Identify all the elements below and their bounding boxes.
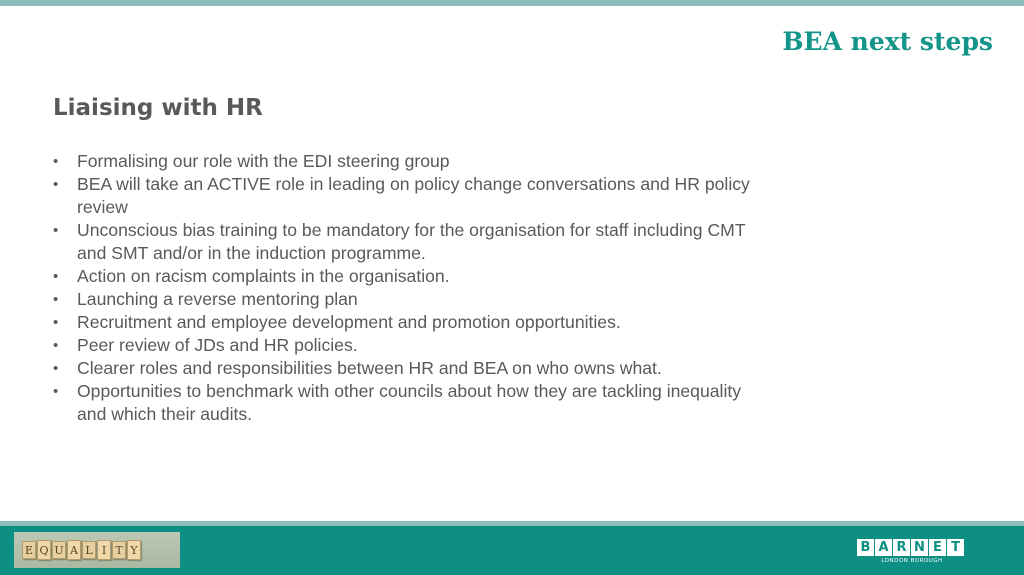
letter-tile: T: [112, 541, 126, 559]
bullet-dot-icon: •: [53, 176, 59, 193]
letter-tile: I: [97, 540, 111, 560]
bullet-dot-icon: •: [53, 291, 59, 308]
bullet-text: Peer review of JDs and HR policies.: [77, 335, 358, 355]
section-heading: Liaising with HR: [53, 95, 263, 121]
logo-letter: T: [947, 539, 964, 556]
logo-letter: B: [857, 539, 874, 556]
bullet-text: Unconscious bias training to be mandatory for the organisation for staff including CMT and SMT and/or in the induction programme.: [77, 220, 746, 263]
letter-tile: L: [82, 541, 96, 559]
letter-tile: Q: [37, 540, 51, 560]
bullet-list: [53, 150, 773, 426]
bullet-item: [53, 173, 773, 219]
bullet-text: Recruitment and employee development and promotion opportunities.: [77, 312, 621, 332]
bullet-dot-icon: •: [53, 337, 59, 354]
logo-letter: N: [911, 539, 928, 556]
bullet-dot-icon: •: [53, 383, 59, 400]
bullet-text: Formalising our role with the EDI steering group: [77, 151, 450, 171]
bullet-text: Clearer roles and responsibilities between HR and BEA on who owns what.: [77, 358, 662, 378]
bullet-item: [53, 265, 773, 288]
bullet-text: BEA will take an ACTIVE role in leading on policy change conversations and HR policy review: [77, 174, 750, 217]
bullet-text: Action on racism complaints in the organisation.: [77, 266, 450, 286]
bullet-item: [53, 311, 773, 334]
logo-letters: [857, 539, 967, 556]
logo-letter: E: [929, 539, 946, 556]
bullet-item: [53, 219, 773, 265]
bullet-text: Opportunities to benchmark with other councils about how they are tackling inequality and which their audits.: [77, 381, 742, 424]
letter-tile: E: [22, 541, 36, 559]
bullet-dot-icon: •: [53, 153, 59, 170]
logo-subtitle: LONDON BOROUGH: [881, 558, 943, 564]
bullet-text: Launching a reverse mentoring plan: [77, 289, 358, 309]
top-accent-bar: [0, 0, 1024, 6]
bullet-dot-icon: •: [53, 314, 59, 331]
letter-tile: Y: [127, 540, 141, 560]
bullet-dot-icon: •: [53, 360, 59, 377]
letter-tile: A: [67, 540, 81, 560]
bullet-dot-icon: •: [53, 268, 59, 285]
bullet-item: [53, 288, 773, 311]
bullet-item: [53, 150, 773, 173]
logo-letter: A: [875, 539, 892, 556]
letter-tile: U: [52, 541, 66, 559]
bullet-dot-icon: •: [53, 222, 59, 239]
equality-tiles-image: [14, 532, 180, 568]
slide-title: BEA next steps: [782, 27, 993, 56]
barnet-logo: [857, 539, 967, 565]
logo-letter: R: [893, 539, 910, 556]
bullet-item: [53, 380, 773, 426]
bullet-item: [53, 357, 773, 380]
bullet-item: [53, 334, 773, 357]
